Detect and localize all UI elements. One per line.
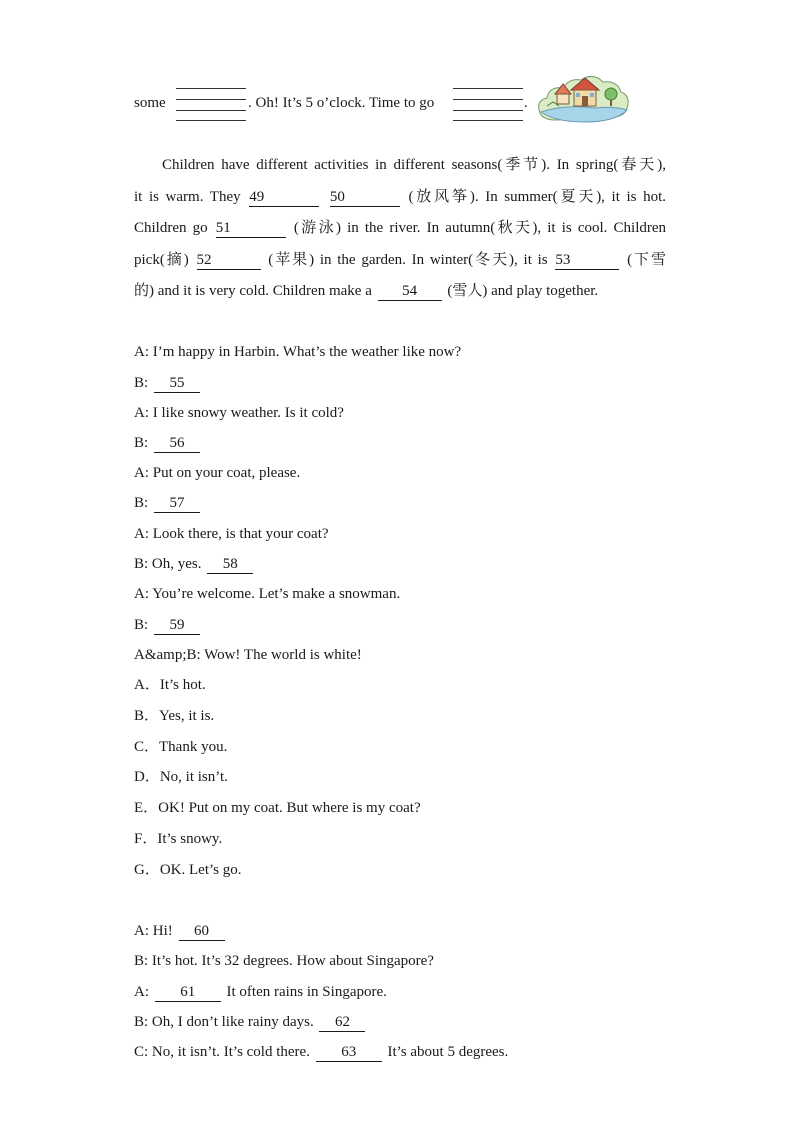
- dialogue2-line: C: No, it isn’t. It’s cold there. 63 It’s about 5 degrees.: [134, 1044, 509, 1060]
- top-line-middle: . Oh! It’s 5 o’clock. Time to go: [248, 95, 435, 111]
- dialogue1-line: B: 55: [134, 373, 202, 393]
- blank-54[interactable]: 54: [378, 283, 442, 301]
- blank-58[interactable]: 58: [207, 556, 253, 574]
- dialogue1-line: A: I’m happy in Harbin. What’s the weather like now?: [134, 344, 462, 360]
- blank-56[interactable]: 56: [154, 435, 200, 453]
- dialogue2-line: B: Oh, I don’t like rainy days. 62: [134, 1012, 367, 1032]
- option-item[interactable]: A．It’s hot.: [134, 677, 206, 693]
- blank-53[interactable]: 53: [555, 252, 619, 270]
- dialogue1-line: B: 56: [134, 433, 202, 453]
- dialogue1-line: A: Put on your coat, please.: [134, 465, 301, 481]
- dialogue1-line: A: You’re welcome. Let’s make a snowman.: [134, 586, 401, 602]
- option-item[interactable]: B．Yes, it is.: [134, 708, 215, 724]
- dialogue2-line: A: 61 It often rains in Singapore.: [134, 984, 387, 1000]
- blank-52[interactable]: 52: [197, 252, 261, 270]
- blank-61[interactable]: 61: [155, 984, 221, 1002]
- option-item[interactable]: F．It’s snowy.: [134, 831, 223, 847]
- blank-60[interactable]: 60: [179, 923, 225, 941]
- paragraph-line-5: 的) and it is very cold. Children make a 54 (雪人) and play together.: [134, 283, 599, 299]
- paragraph-line-4: pick(摘) 52 (苹果) in the garden. In winter(冬天), it is 53 (下雪: [134, 252, 667, 268]
- dialogue2-line: B: It’s hot. It’s 32 degrees. How about Singapore?: [134, 953, 434, 969]
- blank-50[interactable]: 50: [330, 189, 400, 207]
- paragraph-line-2: it is warm. They 49 50 (放风筝). In summer(夏天), it is hot.: [134, 189, 667, 205]
- option-item[interactable]: G．OK. Let’s go.: [134, 862, 242, 878]
- top-line: [134, 93, 166, 113]
- top-word-some: some: [134, 95, 166, 111]
- blank-49[interactable]: 49: [249, 189, 319, 207]
- dialogue1-line: B: 59: [134, 615, 202, 635]
- dialogue1-line: A: Look there, is that your coat?: [134, 526, 329, 542]
- option-item[interactable]: C．Thank you.: [134, 739, 228, 755]
- paragraph-line-1: Children have different activities in different seasons(季节). In spring(春天),: [162, 157, 666, 173]
- blank-63[interactable]: 63: [316, 1044, 382, 1062]
- paragraph-line-3: Children go 51 (游泳) in the river. In autumn(秋天), it is cool. Children: [134, 220, 667, 236]
- option-item[interactable]: E．OK! Put on my coat. But where is my coat?: [134, 800, 421, 816]
- option-item[interactable]: D．No, it isn’t.: [134, 769, 228, 785]
- dialogue1-line: A: I like snowy weather. Is it cold?: [134, 405, 344, 421]
- blank-62[interactable]: 62: [319, 1014, 365, 1032]
- dialogue1-line: B: Oh, yes. 58: [134, 554, 255, 574]
- blank-55[interactable]: 55: [154, 375, 200, 393]
- dialogue1-line: A&amp;B: Wow! The world is white!: [134, 647, 362, 663]
- blank-59[interactable]: 59: [154, 617, 200, 635]
- blank-51[interactable]: 51: [216, 220, 286, 238]
- dialogue2-line: A: Hi! 60: [134, 921, 227, 941]
- blank-57[interactable]: 57: [154, 495, 200, 513]
- house-island-icon: [535, 60, 631, 126]
- dialogue1-line: B: 57: [134, 493, 202, 513]
- top-line-end: .: [524, 95, 528, 111]
